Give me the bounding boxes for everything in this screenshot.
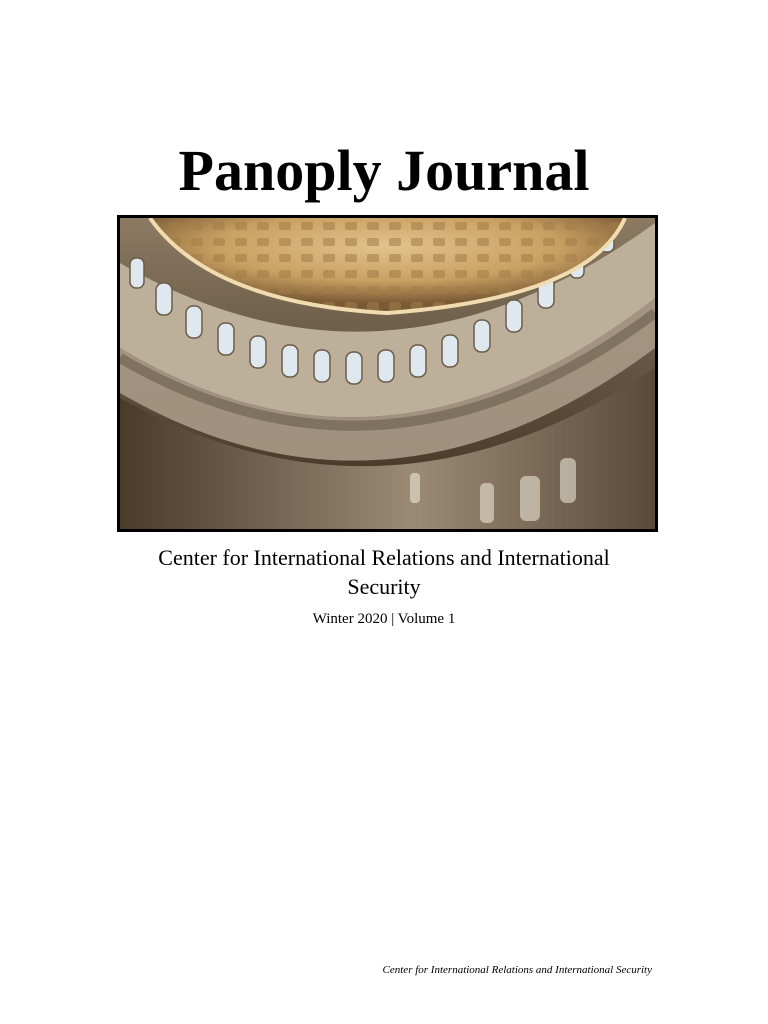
page-footer: Center for International Relations and International Security [382,964,652,976]
cover-image-rotunda-dome [117,215,658,532]
rotunda-dome-illustration [120,218,655,529]
issue-line: Winter 2020 | Volume 1 [312,611,456,627]
journal-title: Panoply Journal [178,138,590,203]
organization-subtitle: Center for International Relations and International Security [158,545,610,599]
